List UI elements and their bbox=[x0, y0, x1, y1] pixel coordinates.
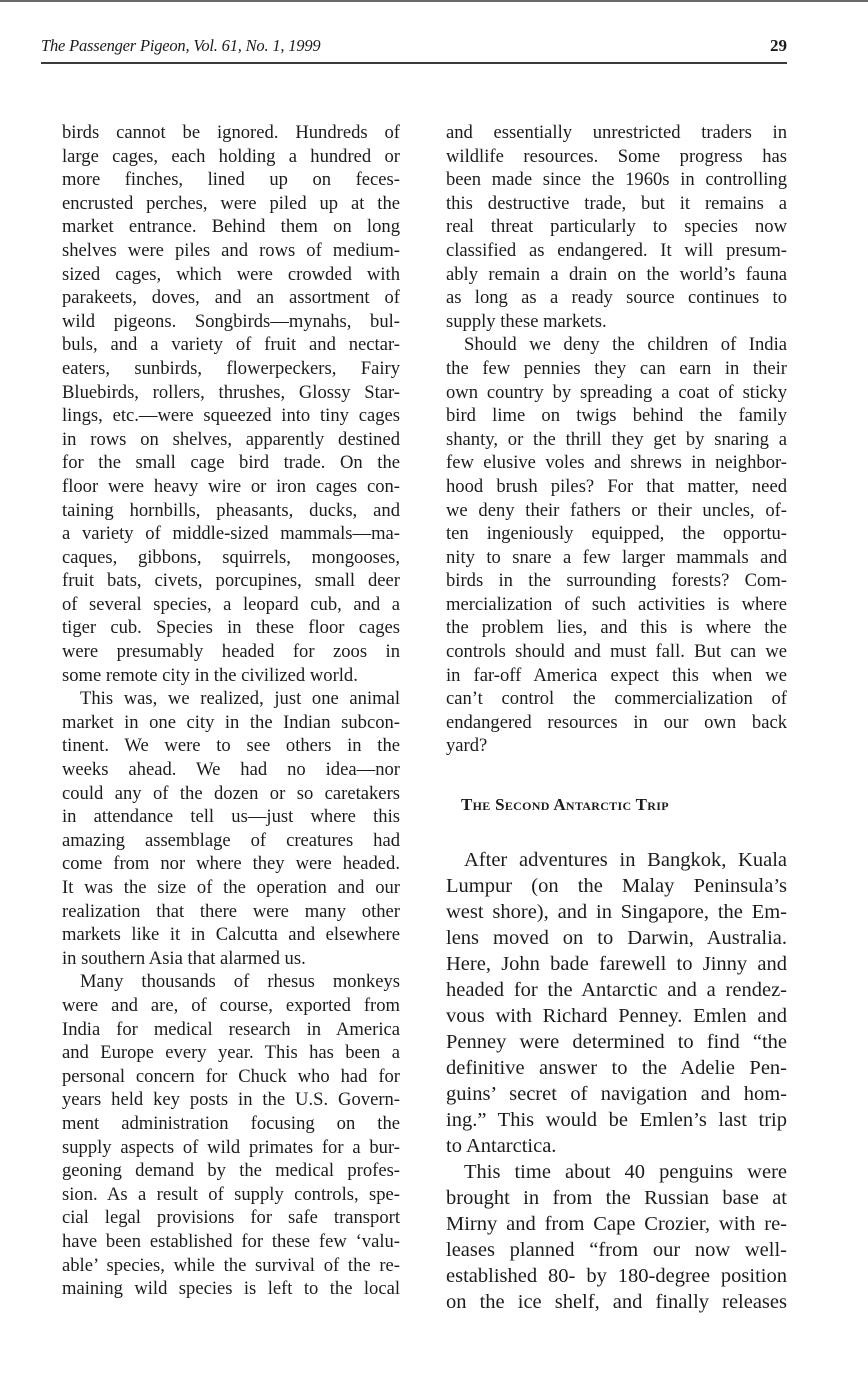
text-line: markets like it in Calcutta and elsewhere bbox=[62, 924, 400, 946]
text-line: supply these markets. bbox=[446, 310, 607, 332]
text-line: shelves were piles and rows of medium- bbox=[62, 239, 400, 261]
text-line: mercialization of such activities is where bbox=[446, 593, 787, 615]
text-line: and Europe every year. This has been a bbox=[62, 1042, 400, 1064]
text-line: could any of the dozen or so caretakers bbox=[62, 782, 400, 804]
text-line: market entrance. Behind them on long bbox=[62, 216, 400, 238]
text-line: this destructive trade, but it remains a bbox=[446, 192, 787, 214]
text-line: birds in the surrounding forests? Com- bbox=[446, 570, 787, 592]
text-line: in rows on shelves, apparently destined bbox=[62, 428, 400, 450]
text-line: parakeets, doves, and an assortment of bbox=[62, 287, 400, 309]
text-line: ment administration focusing on the bbox=[62, 1112, 400, 1134]
header-rule bbox=[41, 62, 787, 64]
text-line: vous with Richard Penney. Emlen and bbox=[446, 1005, 787, 1027]
text-line: real threat particularly to species now bbox=[446, 216, 787, 238]
text-line: taining hornbills, pheasants, ducks, and bbox=[62, 499, 400, 521]
text-line: brought in from the Russian base at bbox=[446, 1187, 787, 1209]
text-line: can’t control the commercialization of bbox=[446, 688, 787, 710]
running-header bbox=[41, 36, 787, 62]
text-line: supply aspects of wild primates for a bur- bbox=[62, 1136, 400, 1158]
text-line: large cages, each holding a hundred or bbox=[62, 145, 400, 167]
text-line: Penney were determined to find “the bbox=[446, 1031, 787, 1053]
text-line: birds cannot be ignored. Hundreds of bbox=[62, 122, 400, 143]
text-line: controls should and must fall. But can we bbox=[446, 641, 787, 663]
text-line: and essentially unrestricted traders in bbox=[446, 122, 787, 143]
text-line: endangered resources in our own back bbox=[446, 711, 787, 733]
text-line: This was, we realized, just one animal bbox=[80, 688, 400, 710]
text-line: This time about 40 penguins were bbox=[464, 1161, 787, 1183]
text-line: ing.” This would be Emlen’s last trip bbox=[446, 1109, 787, 1131]
text-line: been made since the 1960s in controlling bbox=[446, 169, 787, 191]
text-line: guins’ secret of navigation and hom- bbox=[446, 1083, 787, 1105]
text-line: Bluebirds, rollers, thrushes, Glossy Star- bbox=[62, 381, 400, 403]
journal-citation: The Passenger Pigeon, Vol. 61, No. 1, 1999 bbox=[41, 36, 321, 55]
text-line: on the ice shelf, and finally releases bbox=[446, 1291, 787, 1313]
text-line: a variety of middle-sized mammals—ma- bbox=[62, 523, 400, 545]
text-line: headed for the Antarctic and a rendez- bbox=[446, 979, 787, 1001]
text-line: personal concern for Chuck who had for bbox=[62, 1065, 400, 1087]
text-line: few elusive voles and shrews in neighbor- bbox=[446, 452, 787, 474]
text-line: tinent. We were to see others in the bbox=[62, 735, 400, 757]
text-line: come from nor where they were headed. bbox=[62, 853, 400, 875]
page-top-edge bbox=[0, 0, 868, 2]
text-line: ten ingeniously equipped, the opportu- bbox=[446, 523, 787, 545]
text-line: lens moved on to Darwin, Australia. bbox=[446, 927, 787, 949]
text-line: eaters, sunbirds, flowerpeckers, Fairy bbox=[62, 357, 400, 379]
text-line: the few pennies they can earn in their bbox=[446, 357, 787, 379]
text-line: yard? bbox=[446, 735, 488, 757]
text-line: the problem lies, and this is where the bbox=[446, 617, 787, 639]
left-column bbox=[62, 121, 400, 1301]
text-line: After adventures in Bangkok, Kuala bbox=[464, 849, 787, 871]
text-line: Here, John bade farewell to Jinny and bbox=[446, 953, 787, 975]
text-line: hood brush piles? For that matter, need bbox=[446, 475, 787, 497]
text-line: own country by spreading a coat of sticky bbox=[446, 381, 787, 403]
text-line: years held key posts in the U.S. Govern- bbox=[62, 1089, 400, 1111]
text-line: were and are, of course, exported from bbox=[62, 994, 400, 1016]
right-column bbox=[446, 121, 787, 758]
text-line: sized cages, which were crowded with bbox=[62, 263, 400, 285]
text-line: Many thousands of rhesus monkeys bbox=[80, 971, 400, 993]
text-line: Lumpur (on the Malay Peninsula’s bbox=[446, 875, 787, 897]
text-line: for the small cage bird trade. On the bbox=[62, 452, 400, 474]
text-line: some remote city in the civilized world. bbox=[62, 664, 358, 686]
text-line: wild pigeons. Songbirds—mynahs, bul- bbox=[62, 310, 400, 332]
text-line: cial legal provisions for safe transport bbox=[62, 1207, 400, 1229]
text-line: sion. As a result of supply controls, spe- bbox=[62, 1183, 400, 1205]
text-line: market in one city in the Indian subcon- bbox=[62, 711, 400, 733]
text-line: weeks ahead. We had no idea—nor bbox=[62, 759, 400, 781]
text-line: floor were heavy wire or iron cages con- bbox=[62, 475, 400, 497]
text-line: It was the size of the operation and our bbox=[62, 877, 400, 898]
text-line: India for medical research in America bbox=[62, 1018, 400, 1040]
text-line: of several species, a leopard cub, and a bbox=[62, 593, 400, 615]
text-line: as long as a ready source continues to bbox=[446, 287, 787, 309]
text-line: in far-off America expect this when we bbox=[446, 664, 787, 686]
text-line: ably remain a drain on the world’s fauna bbox=[446, 263, 787, 285]
text-line: fruit bats, civets, porcupines, small deer bbox=[62, 570, 400, 592]
text-line: maining wild species is left to the local bbox=[62, 1278, 400, 1300]
text-line: we deny their fathers or their uncles, of- bbox=[446, 499, 787, 521]
text-line: amazing assemblage of creatures had bbox=[62, 829, 400, 851]
text-line: caques, gibbons, squirrels, mongooses, bbox=[62, 546, 400, 568]
text-line: in southern Asia that alarmed us. bbox=[62, 947, 306, 969]
text-line: west shore), and in Singapore, the Em- bbox=[446, 901, 787, 923]
text-line: classified as endangered. It will presum- bbox=[446, 239, 787, 261]
page-number: 29 bbox=[770, 36, 787, 55]
text-line: able’ species, while the survival of the re- bbox=[62, 1254, 400, 1276]
text-line: to Antarctica. bbox=[446, 1135, 557, 1157]
text-line: nity to snare a few larger mammals and bbox=[446, 546, 787, 568]
text-line: geoning demand by the medical profes- bbox=[62, 1160, 400, 1182]
text-line: leases planned “from our now well- bbox=[446, 1239, 787, 1261]
text-line: encrusted perches, were piled up at the bbox=[62, 192, 400, 214]
text-line: realization that there were many other bbox=[62, 900, 400, 922]
text-line: bird lime on twigs behind the family bbox=[446, 405, 787, 427]
text-line: tiger cub. Species in these floor cages bbox=[62, 617, 400, 639]
text-line: lings, etc.—were squeezed into tiny cages bbox=[62, 405, 400, 427]
text-line: in attendance tell us—just where this bbox=[62, 806, 400, 828]
text-line: more finches, lined up on feces- bbox=[62, 169, 400, 191]
section-heading: The Second Antarctic Trip bbox=[461, 795, 669, 814]
text-line: have been established for these few ‘valu- bbox=[62, 1230, 400, 1252]
text-line: Should we deny the children of India bbox=[464, 334, 787, 356]
text-line: established 80- by 180-degree position bbox=[446, 1265, 787, 1287]
text-line: definitive answer to the Adelie Pen- bbox=[446, 1057, 787, 1079]
text-line: Mirny and from Cape Crozier, with re- bbox=[446, 1213, 787, 1235]
text-line: wildlife resources. Some progress has bbox=[446, 145, 787, 167]
text-line: shanty, or the thrill they get by snaring a bbox=[446, 428, 787, 450]
right-column-section bbox=[446, 847, 787, 1315]
text-line: buls, and a variety of fruit and nectar- bbox=[62, 334, 400, 356]
text-line: were presumably headed for zoos in bbox=[62, 641, 400, 663]
